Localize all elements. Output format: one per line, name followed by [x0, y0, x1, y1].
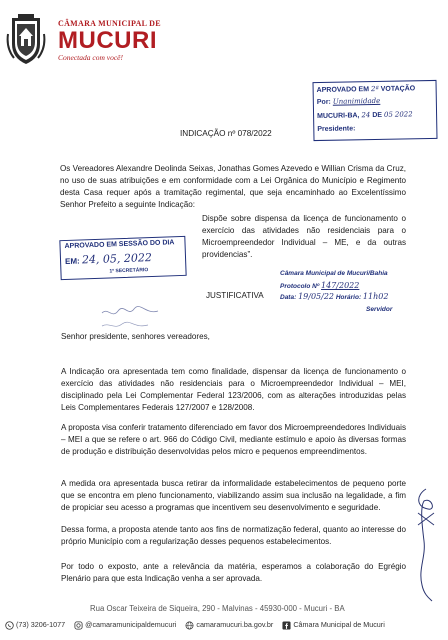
- stamp-vote-by-label: Por:: [316, 98, 331, 107]
- stamp-session-secretary: 1º SECRETÁRIO: [109, 267, 149, 275]
- stamp-vote-by-value: Unanimidade: [332, 96, 381, 106]
- body-paragraph: A medida ora apresentada busca retirar da informalidade estabelecimentos de pequeno porte que se encontra em pleno funcionamento, viabilizando assim sua inclusão na legalidade, a fim de propiciar seu acesso a programas que incentivem seu desenvolvimento e seguridade.: [61, 479, 406, 513]
- approval-vote-stamp: [312, 80, 437, 141]
- protocol-servidor: Servidor: [366, 306, 393, 313]
- instagram-icon: [74, 621, 83, 630]
- coat-of-arms-logo: [6, 14, 46, 66]
- protocol-date: 19/05/22: [298, 292, 335, 301]
- org-name: MUCURI: [58, 27, 157, 54]
- slogan: Conectada com você!: [58, 53, 123, 62]
- globe-icon: [185, 621, 194, 630]
- footer-website-item[interactable]: [185, 620, 273, 630]
- ementa-paragraph: Dispõe sobre dispensa da licença de funcionamento o exercício das atividades não residenciais para o Microempreendedor Individual – ME, e da outras providencias”.: [202, 214, 406, 260]
- stamp-vote-round: 2ª: [370, 84, 379, 94]
- stamp-vote-president: Presidente:: [317, 125, 356, 134]
- footer-instagram-item[interactable]: [74, 620, 176, 630]
- body-paragraph: Por todo o exposto, ante a relevância da matéria, esperamos a colaboração do Egrégio Plenário para que esta Indicação venha a ser aprovada.: [61, 562, 406, 584]
- handwritten-signature: [412, 485, 438, 605]
- body-paragraph: A proposta visa conferir tratamento diferenciado em favor dos Microempreendedores Individuais – MEI a que se refere o art. 966 do Código Civil, mediante estímulo e apoio às diversas formas de produção e distribuição desenvolvidas pelos micro e pequenos empreendimentos.: [61, 423, 406, 457]
- body-paragraph: A Indicação ora apresentada tem como finalidade, dispensar da licença de funcionamento o exercício das atividades não residenciais para o Microempreendedor Individual – MEI, disciplinado pela Lei Complementar Federal 123/2006, com as alterações introduzidas pelas Leis Complementares Federais 127/2007 e 128/2008.: [61, 367, 406, 413]
- stamp-session-em: EM:: [64, 256, 80, 267]
- whatsapp-icon: [5, 621, 14, 630]
- protocol-time: 11h02: [362, 292, 389, 301]
- protocol-org: Câmara Municipal de Mucuri/Bahia: [280, 270, 388, 277]
- footer-contacts: [5, 620, 392, 630]
- letterhead: [58, 19, 161, 62]
- protocol-stamp: [280, 270, 420, 322]
- stamp-vote-suffix: VOTAÇÃO: [380, 85, 416, 93]
- stamp-vote-day: 24: [361, 111, 371, 120]
- org-prefix: CÂMARA MUNICIPAL DE: [58, 19, 161, 28]
- footer-phone-item: [5, 620, 65, 630]
- approval-session-stamp: [59, 236, 186, 280]
- footer-address: Rua Oscar Teixeira de Siqueira, 290 - Malvinas - 45930-000 - Mucuri - BA: [90, 604, 345, 613]
- footer-website[interactable]: camaramucuri.ba.gov.br: [196, 620, 274, 630]
- protocol-number: 147/2022: [321, 281, 360, 290]
- salutation: Senhor presidente, senhores vereadores,: [61, 332, 210, 341]
- footer-facebook-item[interactable]: [282, 620, 384, 630]
- stamp-session-date: 24, 05, 2022: [81, 250, 153, 267]
- justificativa-heading: JUSTIFICATIVA: [206, 291, 264, 300]
- protocol-time-label: Horário:: [335, 294, 362, 301]
- handwritten-mark: [100, 305, 160, 321]
- footer-instagram[interactable]: @camaramunicipaldemucuri: [85, 620, 177, 630]
- stamp-vote-label: APROVADO EM: [316, 86, 370, 95]
- stamp-vote-de: DE: [372, 111, 383, 120]
- stamp-vote-place: MUCURI-BA,: [317, 112, 360, 121]
- intro-paragraph: Os Vereadores Alexandre Deolinda Seixas, Jonathas Gomes Azevedo e Willian Crisma da Cruz, no uso de suas atribuições e em conformidade com a Lei Orgânica do Município e Regimento desta Casa requer após a tramitação regimental, que seja encaminhado ao Excelentíssimo Senhor Prefeito a seguinte Indicação:: [60, 164, 406, 210]
- stamp-vote-year: 2022: [394, 110, 413, 119]
- facebook-icon: [282, 621, 291, 630]
- document-title: INDICAÇÃO nº 078/2022: [180, 129, 272, 138]
- body-paragraph: Dessa forma, a proposta atende tanto aos fins de normatização federal, quanto ao interesse do próprio Município com a regularização desses pequenos estabelecimentos.: [61, 525, 406, 547]
- footer-phone: (73) 3206-1077: [16, 620, 66, 630]
- handwritten-mark: [100, 320, 150, 332]
- protocol-number-label: Protocolo Nº: [280, 283, 320, 290]
- footer-facebook[interactable]: Câmara Municipal de Mucuri: [293, 620, 385, 630]
- stamp-session-title: APROVADO EM SESSÃO DO DIA: [64, 239, 175, 251]
- protocol-date-label: Data:: [280, 294, 297, 301]
- stamp-vote-month: 05: [383, 110, 393, 119]
